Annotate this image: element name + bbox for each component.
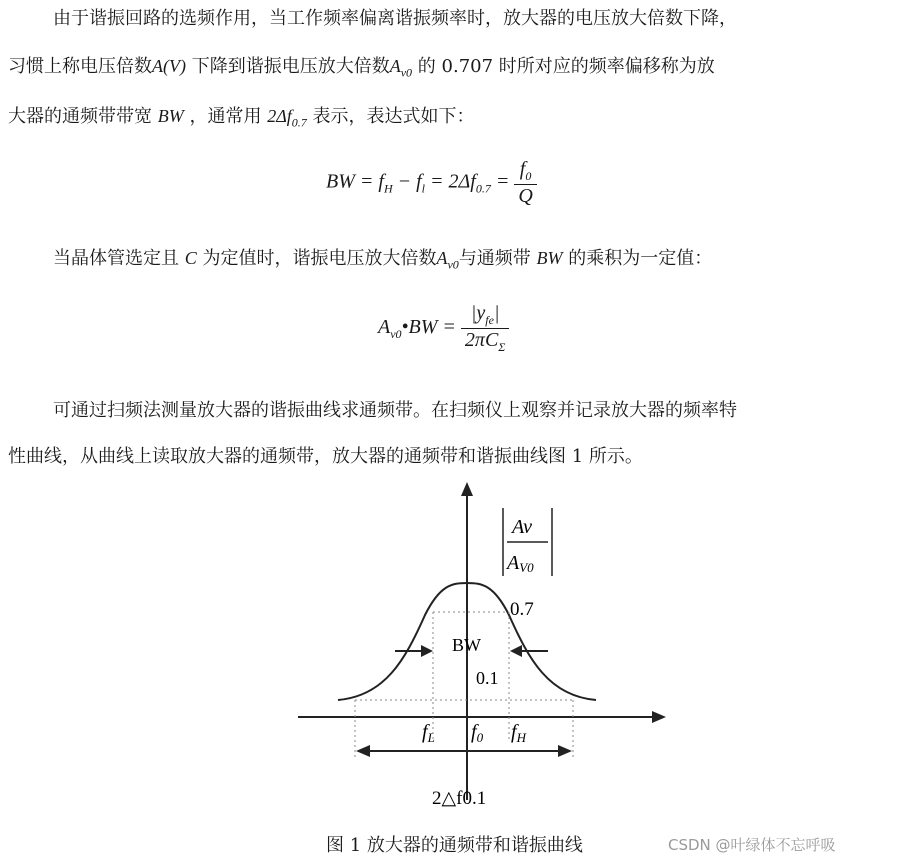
text-span: 时所对应的频率偏移称为放 <box>498 56 715 77</box>
bandwidth-01-label: 2△f0.1 <box>432 788 487 809</box>
math-bw: BW <box>536 248 563 268</box>
text-span: 习惯上称电压倍数 <box>8 56 152 77</box>
paragraph-3-line-1: 可通过扫频法测量放大器的谐振曲线求通频带。在扫频仪上观察并记录放大器的频率特 <box>53 400 737 421</box>
fraction-yfe: $\frac{|y_{fe}|}{2\pi C_\Sigma}$ <box>461 302 510 355</box>
bandwidth-01-arrowhead-right <box>558 745 572 757</box>
text-span: 的乘积为一定值： <box>568 248 713 269</box>
x-axis-arrow <box>652 711 666 723</box>
math-av0: $A_{v0}$ <box>436 248 459 272</box>
level-07-label: 0.7 <box>510 599 534 620</box>
math-2df: $2\Delta f_{0.7}$ <box>267 106 307 130</box>
bw-arrowhead-right <box>510 645 522 657</box>
text-span: 为定值时，谐振电压放大倍数 <box>202 248 437 269</box>
value-0707: 0.707 <box>441 56 494 77</box>
bw-arrowhead-left <box>421 645 433 657</box>
paragraph-3-line-2: 性曲线，从曲线上读取放大器的通频带，放大器的通频带和谐振曲线图 1 所示。 <box>8 446 643 467</box>
equation-bw: BW = $f_H - f_l = 2\Delta f_{0.7}$ = $\frac{f_0}{Q}$ <box>326 158 537 208</box>
text-span: 与通频带 <box>458 248 531 269</box>
bw-label: BW <box>452 635 481 655</box>
fl-label: $f_L$ <box>422 721 435 745</box>
text-span: 下降到谐振电压放大倍数 <box>191 56 390 77</box>
text-span: 大器的通频带带宽 <box>8 106 152 127</box>
y-label-numerator: Av <box>512 516 532 538</box>
fraction-f0-q: $\frac{f_0}{Q}$ <box>514 158 536 208</box>
text-span: 表示，表达式如下： <box>312 106 475 127</box>
math-bw: BW <box>157 106 184 126</box>
equation-av0-bw: $A_{v0}•BW$ = $\frac{|y_{fe}|}{2\pi C_\Sigma}$ <box>378 302 509 355</box>
y-label-denominator: AV0 <box>507 552 534 575</box>
figure-caption: 图 1 放大器的通频带和谐振曲线 <box>326 835 583 856</box>
fh-label: $f_H$ <box>511 721 526 745</box>
text-span: 当晶体管选定且 <box>53 248 179 269</box>
text-span: ，通常用 <box>189 106 262 127</box>
paragraph-1-line-1: 由于谐振回路的选频作用，当工作频率偏离谐振频率时，放大器的电压放大倍数下降， <box>53 8 737 29</box>
y-axis-arrow <box>461 482 473 496</box>
bandwidth-01-arrowhead-left <box>356 745 370 757</box>
math-av: A(V) <box>152 56 186 76</box>
f0-label: $f_0$ <box>471 721 484 745</box>
math-c: C <box>184 248 197 268</box>
level-01-label: 0.1 <box>476 668 499 688</box>
text-span: 的 <box>417 56 436 77</box>
watermark: CSDN @叶绿体不忘呼吸 <box>668 836 836 854</box>
math-av0: $A_{v0}$ <box>389 56 413 80</box>
